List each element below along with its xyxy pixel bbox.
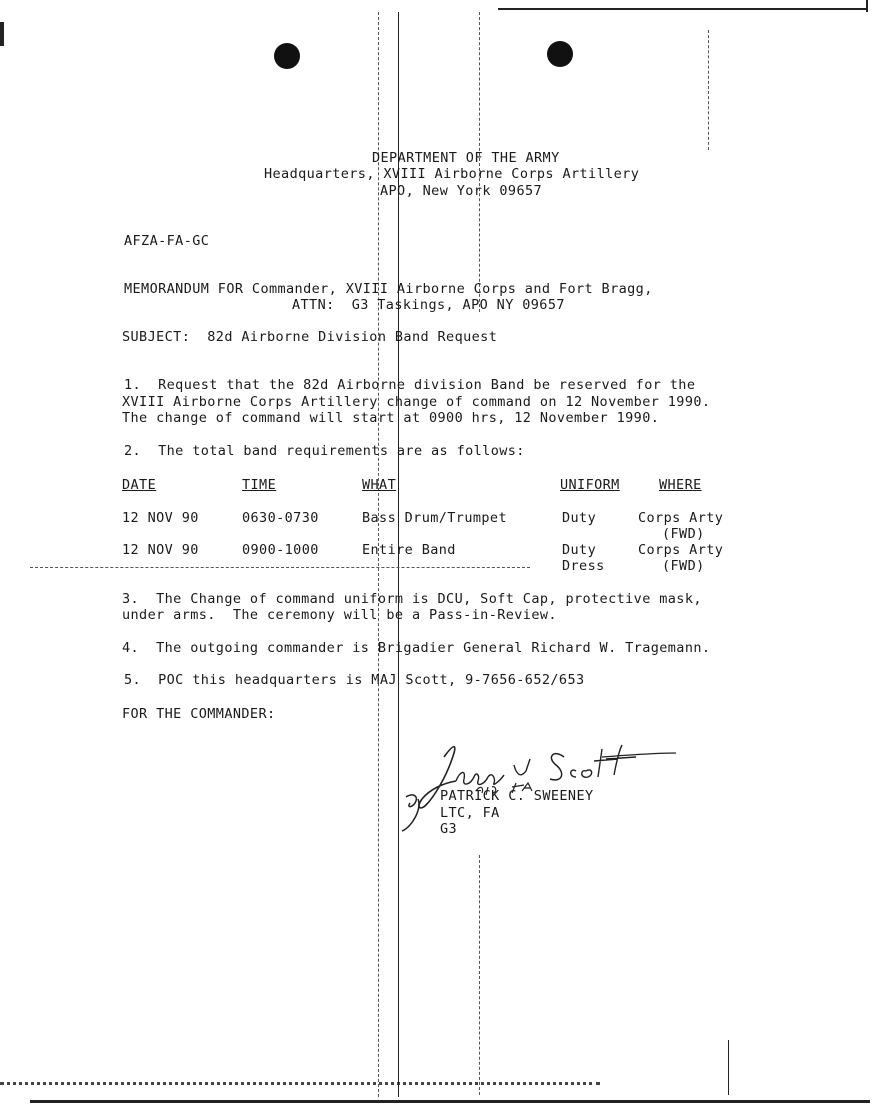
paragraph-3-line-2: under arms. The ceremony will be a Pass-in-Review.	[122, 607, 557, 623]
table-row-1-what: Bass Drum/Trumpet	[362, 510, 507, 526]
paragraph-1-line-1: 1. Request that the 82d Airborne division Band be reserved for the	[124, 377, 696, 393]
paragraph-4: 4. The outgoing commander is Brigadier General Richard W. Tragemann.	[122, 640, 711, 656]
table-row-2-where: Corps Arty	[638, 542, 724, 558]
table-header-what: WHAT	[362, 477, 397, 493]
table-header-where: WHERE	[659, 477, 702, 493]
memorandum-attn: ATTN: G3 Taskings, APO NY 09657	[292, 297, 565, 313]
letterhead-apo: APO, New York 09657	[380, 183, 543, 199]
closing-for-the-commander: FOR THE COMMANDER:	[122, 706, 276, 722]
table-row-2-what: Entire Band	[362, 542, 456, 558]
paragraph-1-line-2: XVIII Airborne Corps Artillery change of command on 12 November 1990.	[122, 394, 711, 410]
scan-horizontal-dash	[30, 567, 530, 568]
office-symbol: AFZA-FA-GC	[124, 233, 210, 249]
table-row-2-where-line-2: (FWD)	[662, 558, 705, 574]
scan-bottom-edge	[30, 1100, 870, 1103]
table-row-1-where: Corps Arty	[638, 510, 724, 526]
scan-top-rule	[498, 8, 868, 10]
scan-right-edge-line	[866, 0, 868, 12]
scan-bottom-noise	[0, 1082, 600, 1099]
table-row-1-date: 12 NOV 90	[122, 510, 199, 526]
scan-vertical-line	[728, 1040, 729, 1095]
table-row-2-uniform: Duty	[562, 542, 597, 558]
letterhead-department: DEPARTMENT OF THE ARMY	[372, 150, 560, 166]
binder-hole-left	[274, 43, 300, 69]
signature-position: G3	[440, 821, 458, 837]
table-header-time: TIME	[242, 477, 277, 493]
table-row-2-time: 0900-1000	[242, 542, 319, 558]
table-row-2-date: 12 NOV 90	[122, 542, 199, 558]
paragraph-2: 2. The total band requirements are as follows:	[124, 443, 525, 459]
signature-rank: LTC, FA	[440, 805, 500, 821]
table-row-1-uniform: Duty	[562, 510, 597, 526]
paragraph-1-line-3: The change of command will start at 0900 hrs, 12 November 1990.	[122, 410, 660, 426]
paragraph-5: 5. POC this headquarters is MAJ Scott, 9-7656-652/653	[124, 672, 585, 688]
paragraph-3-line-1: 3. The Change of command uniform is DCU, Soft Cap, protective mask,	[122, 591, 702, 607]
table-row-1-time: 0630-0730	[242, 510, 319, 526]
signature-name: PATRICK C. SWEENEY	[440, 788, 594, 804]
letterhead-headquarters: Headquarters, XVIII Airborne Corps Artillery	[264, 166, 640, 182]
table-header-uniform: UNIFORM	[560, 477, 620, 493]
scan-vertical-dash	[708, 30, 709, 150]
table-row-1-where-line-2: (FWD)	[662, 526, 705, 542]
scan-left-edge	[0, 22, 4, 46]
subject-line: SUBJECT: 82d Airborne Division Band Request	[122, 329, 498, 345]
memorandum-for: MEMORANDUM FOR Commander, XVIII Airborne Corps and Fort Bragg,	[124, 281, 653, 297]
scan-vertical-dash	[479, 855, 480, 1095]
table-row-2-uniform-line-2: Dress	[562, 558, 605, 574]
binder-hole-right	[547, 41, 573, 67]
table-header-date: DATE	[122, 477, 157, 493]
